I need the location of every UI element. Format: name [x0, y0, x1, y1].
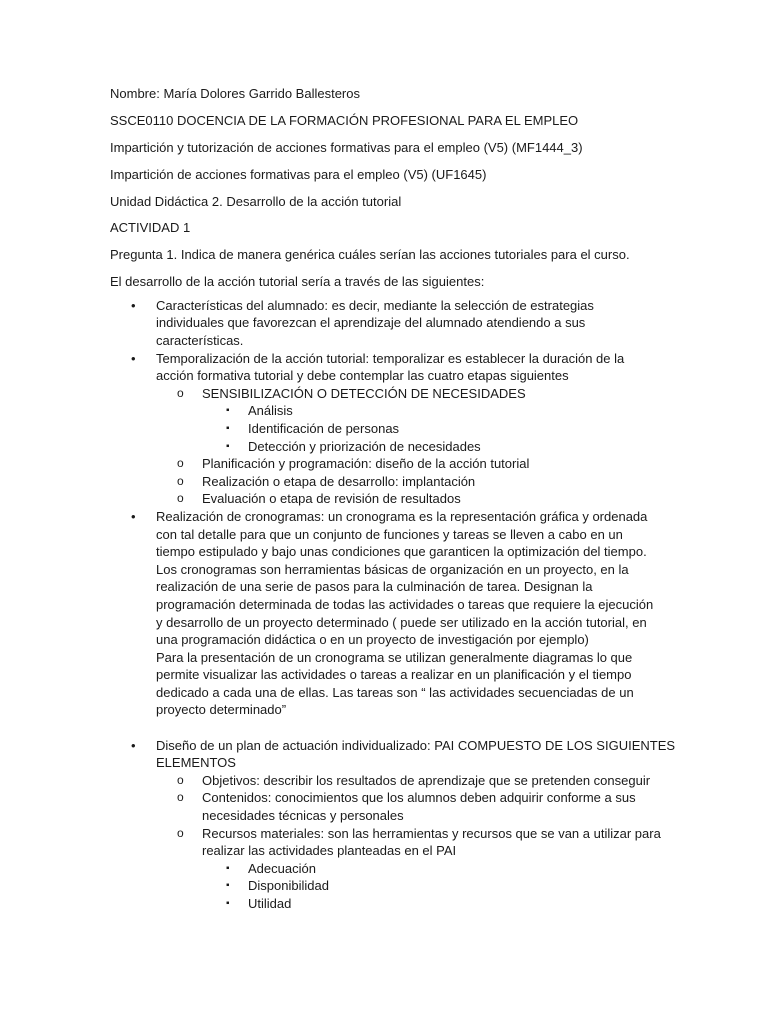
circle-bullet-icon: o	[177, 473, 184, 488]
circle-bullet-icon: o	[177, 491, 184, 506]
sublist-item: o Contenidos: conocimientos que los alumnos deben adquirir conforme a sus necesidades técnicas y personales	[177, 790, 636, 824]
sublist-pai	[156, 772, 670, 913]
list-item-caracteristicas: • Características del alumnado: es decir, mediante la selección de estrategias individuales que favorezcan el aprendizaje del alumnado atendiendo a sus características.	[131, 297, 594, 349]
circle-bullet-icon: o	[177, 825, 184, 840]
sublist-item: o Objetivos: describir los resultados de aprendizaje que se pretenden conseguir	[177, 772, 651, 788]
sublist-item: o SENSIBILIZACIÓN O DETECCIÓN DE NECESIDADES ▪ Análisis ▪ Identificación de personas ▪ Detección y priorización de necesidades	[156, 385, 670, 455]
didactic-unit: Unidad Didáctica 2. Desarrollo de la acción tutorial	[110, 193, 402, 209]
sublist-item: o Evaluación o etapa de revisión de resultados	[177, 491, 461, 507]
subsublist-item: ▪ Adecuación	[226, 860, 316, 876]
subsublist-item: ▪ Identificación de personas	[226, 420, 400, 436]
square-bullet-icon: ▪	[226, 880, 230, 892]
training-unit: Impartición de acciones formativas para el empleo (V5) (UF1645)	[110, 166, 487, 182]
circle-bullet-icon: o	[177, 385, 184, 400]
bullet-icon: •	[131, 350, 136, 366]
bullet-icon: •	[131, 737, 136, 753]
subsublist-necesidades	[202, 402, 670, 455]
sublist-item: o Planificación y programación: diseño de la acción tutorial	[177, 456, 530, 472]
square-bullet-icon: ▪	[226, 405, 230, 417]
subsublist-item: ▪ Utilidad	[226, 896, 292, 912]
list-item-pai: • Diseño de un plan de actuación individualizado: PAI COMPUESTO DE LOS SIGUIENTES ELEMENTOS o Objetivos: describir los resultados de aprendizaje que se pretenden conseguir o Contenidos: conocimientos que los alumnos deben adquirir conforme a sus necesidades técnicas y personales o Recursos materiales: son las herramientas y recursos que se van a utilizar para realizar las actividades planteadas en el PAI ▪ Adecuación ▪ Disponibilidad ▪ Utilidad	[131, 737, 676, 912]
module-title: Impartición y tutorización de acciones formativas para el empleo (V5) (MF1444_3)	[110, 139, 583, 155]
sublist-item: o Recursos materiales: son las herramientas y recursos que se van a utilizar para realizar las actividades planteadas en el PAI ▪ Adecuación ▪ Disponibilidad ▪ Utilidad	[156, 825, 670, 913]
subsublist-item: ▪ Disponibilidad	[226, 878, 329, 894]
sublist-item: o Realización o etapa de desarrollo: implantación	[177, 473, 476, 489]
circle-bullet-icon: o	[177, 790, 184, 805]
question-text: Pregunta 1. Indica de manera genérica cuáles serían las acciones tutoriales para el curso.	[110, 247, 630, 263]
square-bullet-icon: ▪	[226, 862, 230, 874]
main-list	[110, 297, 676, 913]
circle-bullet-icon: o	[177, 772, 184, 787]
student-name: Nombre: María Dolores Garrido Ballesteros	[110, 86, 360, 101]
circle-bullet-icon: o	[177, 456, 184, 471]
subsublist-recursos	[202, 860, 670, 913]
bullet-icon: •	[131, 297, 136, 313]
list-item-temporalizacion: • Temporalización de la acción tutorial: temporalizar es establecer la duración de la acción formativa tutorial y debe contemplar las cuatro etapas siguientes o SENSIBILIZACIÓN O DETECCIÓN DE NECESIDADES ▪ Análisis ▪ Identificación de personas ▪ Detección y priorización de necesidades o Planificación y programación: diseño de la acción tutorial o Realización o etapa de desarrollo: implantación o Evaluación o etapa de revisión de resultados	[110, 350, 670, 508]
activity-title: ACTIVIDAD 1	[110, 220, 191, 236]
subsublist-item: ▪ Análisis	[226, 403, 293, 419]
list-item-cronogramas: • Realización de cronogramas: un cronograma es la representación gráfica y ordenada con tal detalle para que un conjunto de funciones y tareas se lleven a cabo en un tiempo estipulado y bajo unas condiciones que garanticen la optimización del tiempo. Los cronogramas son herramientas básicas de organización en un proyecto, en la realización de una serie de pasos para la culminación de tarea. Designan la programación determinada de todas las actividades o tareas que requiere la ejecución y desarrollo de un proyecto determinado ( puede ser utilizado en la acción tutorial, en una programación didáctica o en un proyecto de investigación por ejemplo) Para la presentación de un cronograma se utilizan generalmente diagramas lo que permite visualizar las actividades o tareas a realizar en un planificación y el tiempo dedicado a cada una de ellas. Las tareas son “ las actividades secuenciadas de un proyecto determinado”	[131, 508, 654, 718]
course-title: SSCE0110 DOCENCIA DE LA FORMACIÓN PROFESIONAL PARA EL EMPLEO	[110, 112, 579, 128]
subsublist-item: ▪ Detección y priorización de necesidades	[226, 438, 481, 454]
sublist-etapas	[156, 385, 670, 508]
document-content	[110, 85, 676, 913]
square-bullet-icon: ▪	[226, 422, 230, 434]
spacer	[110, 719, 670, 737]
square-bullet-icon: ▪	[226, 898, 230, 910]
bullet-icon: •	[131, 508, 136, 524]
square-bullet-icon: ▪	[226, 440, 230, 452]
intro-text: El desarrollo de la acción tutorial sería a través de las siguientes:	[110, 274, 485, 290]
